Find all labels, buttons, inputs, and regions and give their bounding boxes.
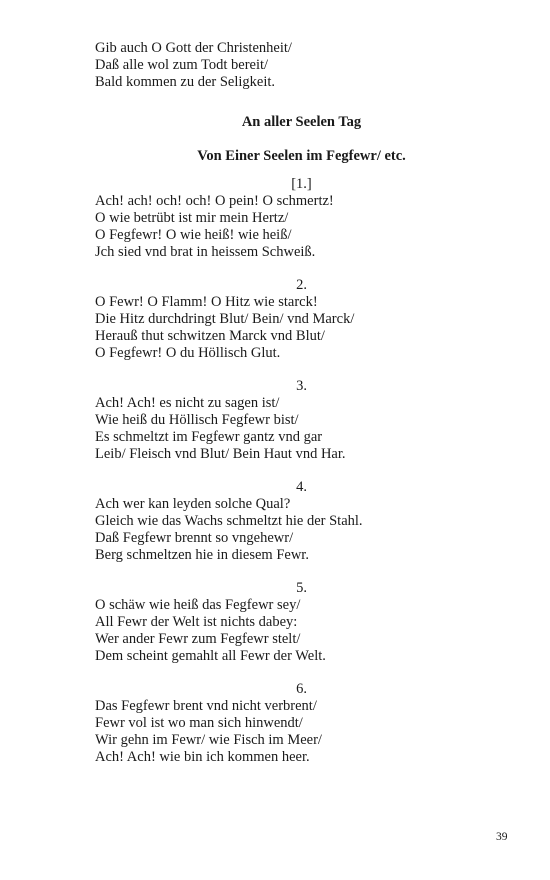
- stanza-number: 3.: [296, 378, 307, 394]
- verse-line: Ach! ach! och! och! O pein! O schmertz!: [95, 193, 334, 209]
- verse-line: Fewr vol ist wo man sich hinwendt/: [95, 715, 303, 731]
- verse-line: Herauß thut schwitzen Marck vnd Blut/: [95, 328, 325, 344]
- verse-line: Wer ander Fewr zum Fegfewr stelt/: [95, 631, 301, 647]
- verse-line: Die Hitz durchdringt Blut/ Bein/ vnd Marck/: [95, 311, 355, 327]
- verse-line: Ach wer kan leyden solche Qual?: [95, 496, 291, 512]
- verse-line: Berg schmeltzen hie in diesem Fewr.: [95, 547, 309, 563]
- intro-line: Bald kommen zu der Seligkeit.: [95, 74, 276, 90]
- verse-line: O Fegfewr! O du Höllisch Glut.: [95, 345, 281, 361]
- poem-title: Von Einer Seelen im Fegfewr/ etc.: [197, 148, 406, 164]
- stanza-number: [1.]: [291, 176, 312, 192]
- stanza-number: 5.: [296, 580, 307, 596]
- verse-line: Wie heiß du Höllisch Fegfewr bist/: [95, 412, 299, 428]
- stanza-number: 2.: [296, 277, 307, 293]
- verse-line: Ach! Ach! wie bin ich kommen heer.: [95, 749, 310, 765]
- verse-line: Dem scheint gemahlt all Fewr der Welt.: [95, 648, 326, 664]
- intro-line: Gib auch O Gott der Christenheit/: [95, 40, 292, 56]
- verse-line: O schäw wie heiß das Fegfewr sey/: [95, 597, 301, 613]
- verse-line: Ach! Ach! es nicht zu sagen ist/: [95, 395, 280, 411]
- verse-line: Daß Fegfewr brennt so vngehewr/: [95, 530, 294, 546]
- verse-line: O wie betrübt ist mir mein Hertz/: [95, 210, 289, 226]
- verse-line: Jch sied vnd brat in heissem Schweiß.: [95, 244, 316, 260]
- intro-line: Daß alle wol zum Todt bereit/: [95, 57, 269, 73]
- verse-line: Leib/ Fleisch vnd Blut/ Bein Haut vnd Har.: [95, 446, 346, 462]
- verse-line: Wir gehn im Fewr/ wie Fisch im Meer/: [95, 732, 322, 748]
- section-heading: An aller Seelen Tag: [241, 114, 362, 130]
- verse-line: All Fewr der Welt ist nichts dabey:: [95, 614, 298, 630]
- verse-line: Es schmeltzt im Fegfewr gantz vnd gar: [95, 429, 323, 445]
- verse-line: Gleich wie das Wachs schmeltzt hie der Stahl.: [95, 513, 363, 529]
- verse-line: O Fewr! O Flamm! O Hitz wie starck!: [95, 294, 318, 310]
- stanza-number: 4.: [296, 479, 307, 495]
- verse-line: O Fegfewr! O wie heiß! wie heiß/: [95, 227, 292, 243]
- verse-line: Das Fegfewr brent vnd nicht verbrent/: [95, 698, 317, 714]
- page-number: 39: [496, 831, 508, 843]
- stanza-number: 6.: [296, 681, 307, 697]
